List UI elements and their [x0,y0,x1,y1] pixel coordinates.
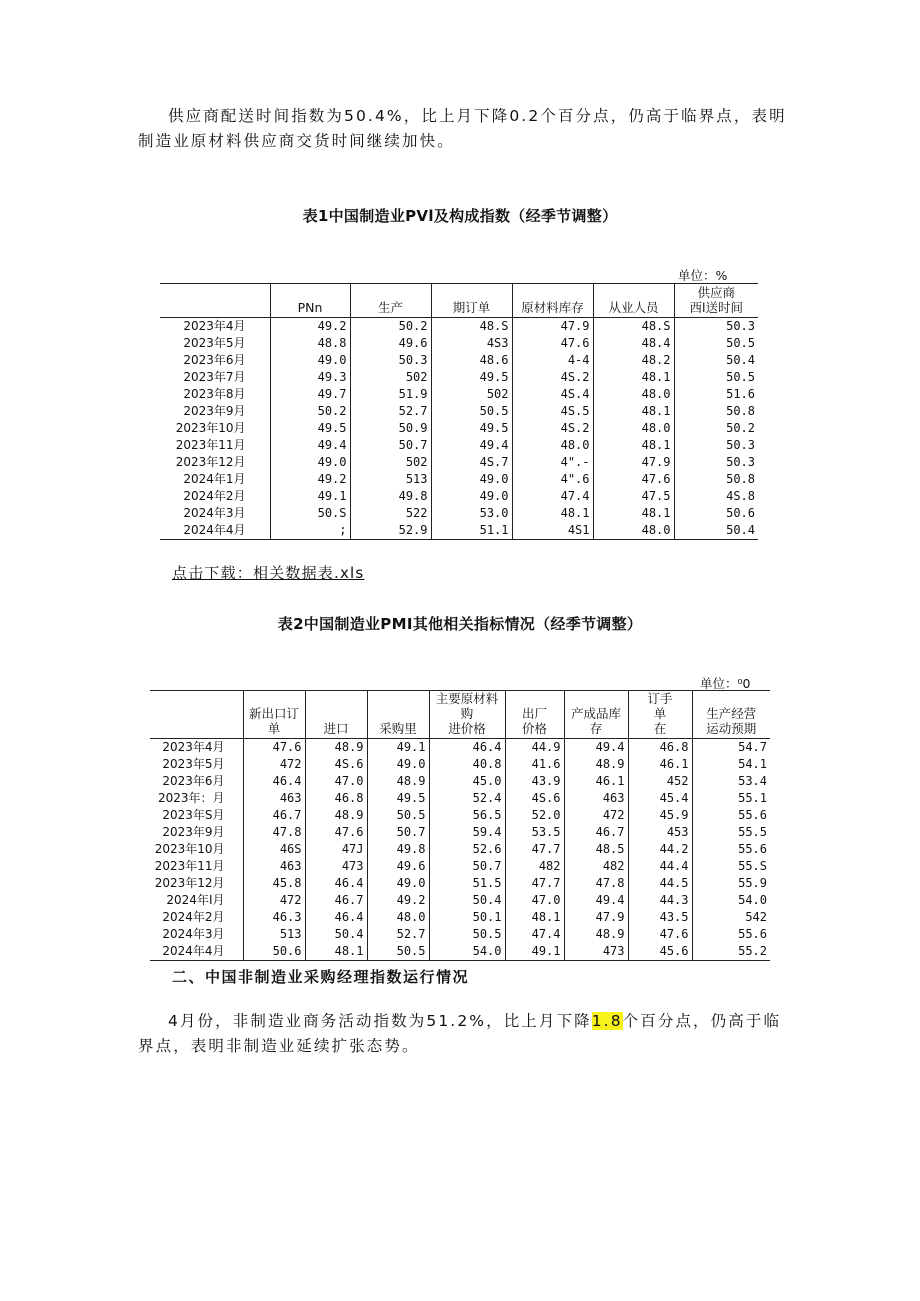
table-cell: 49.0 [431,488,512,505]
table-row [150,926,770,943]
table-cell: 51.9 [350,386,431,403]
table-cell: 47.0 [305,773,367,790]
table-row [150,807,770,824]
table-row [160,369,758,386]
table-cell: 52.6 [429,841,505,858]
table-cell: 49.0 [270,352,350,369]
table-cell: 4".- [512,454,593,471]
table2-col-header: 新出口订单 [243,691,305,739]
table1-col-header [160,284,270,318]
table-cell: 50.2 [350,318,431,336]
table-cell: 482 [564,858,628,875]
table-cell: 51.5 [429,875,505,892]
table-cell: 49.0 [367,756,429,773]
table-cell: 473 [564,943,628,961]
table-cell: 55.S [692,858,770,875]
row-label: 2024年2月 [183,489,246,503]
table-row [160,471,758,488]
table-row [150,824,770,841]
table-cell: 46.4 [243,773,305,790]
table-cell: 55.6 [692,841,770,858]
table-cell: 47.9 [564,909,628,926]
table-row [150,909,770,926]
table-cell: 48.0 [593,420,674,437]
table2-col-header: 采购里 [367,691,429,739]
table-cell: 48.9 [564,756,628,773]
table-cell: 44.5 [628,875,692,892]
table-cell: 46.7 [564,824,628,841]
table-cell: 502 [350,369,431,386]
table-cell: 50.6 [243,943,305,961]
table-cell: 59.4 [429,824,505,841]
table-cell: 45.0 [429,773,505,790]
row-label: 2023年11月 [154,859,225,873]
table-cell: 49.4 [564,892,628,909]
table-cell: 46.4 [305,909,367,926]
table-cell: 49.4 [270,437,350,454]
table1-col-header: PNn [270,284,350,318]
table-cell: 51.1 [431,522,512,540]
table-cell: 4S.6 [505,790,564,807]
table-cell: 50.1 [429,909,505,926]
table-cell: 40.8 [429,756,505,773]
table-cell: 50.4 [429,892,505,909]
table-cell: 55.6 [692,807,770,824]
table-cell: 48.2 [593,352,674,369]
table-cell: 43.5 [628,909,692,926]
table-row [160,352,758,369]
table-cell: 49.0 [367,875,429,892]
table-cell: 48.1 [593,403,674,420]
table-cell: 56.5 [429,807,505,824]
table-cell: 48.0 [593,386,674,403]
table-cell: 4S.4 [512,386,593,403]
row-label: 2023年12月 [175,455,246,469]
table-cell: 47.5 [593,488,674,505]
table-cell: 49.4 [564,739,628,757]
table-cell: 49.0 [270,454,350,471]
table-cell: 45.6 [628,943,692,961]
table-cell: 49.2 [270,471,350,488]
table-cell: 50.5 [674,369,758,386]
row-label: 2024年1月 [183,472,246,486]
table-cell: 49.0 [431,471,512,488]
highlighted-value: 1.8 [591,1012,623,1030]
download-data-link[interactable]: 点击下载：相关数据表.xls [172,564,365,582]
table-cell: 50.5 [367,943,429,961]
table-cell: 48.0 [512,437,593,454]
table-cell: 48.0 [593,522,674,540]
table-cell: 49.6 [350,335,431,352]
table-cell: 45.8 [243,875,305,892]
table1-pmi-components [160,283,758,540]
row-label: 2024年4月 [162,944,225,958]
table-cell: 52.9 [350,522,431,540]
table-cell: 51.6 [674,386,758,403]
table-cell: 49.1 [270,488,350,505]
table-row [150,875,770,892]
table-cell: 513 [350,471,431,488]
table-cell: 50.8 [674,403,758,420]
row-label: 2023年：月 [157,791,225,805]
table-cell: 47.4 [505,926,564,943]
table-cell: 4S.2 [512,369,593,386]
section-heading: 二、中国非制造业采购经理指数运行情况 [172,968,470,986]
table-cell: 50.3 [674,318,758,336]
table-row [160,335,758,352]
table1-col-header: 供应商 西l送时间 [674,284,758,318]
row-label: 2023年10月 [154,842,225,856]
table-cell: 50.4 [674,352,758,369]
table-cell: 50.S [270,505,350,522]
table-cell: 52.7 [367,926,429,943]
row-label: 2023年5月 [162,757,225,771]
table-row [150,858,770,875]
table-cell: 49.5 [431,420,512,437]
row-label: 2023年10月 [175,421,246,435]
table-cell: 502 [350,454,431,471]
table2-caption: 表2中国制造业PMI其他相关指标情况（经季节调整） [277,615,643,633]
table-cell: 44.2 [628,841,692,858]
table-row [160,454,758,471]
table-cell: 48.8 [270,335,350,352]
table-cell: 50.5 [367,807,429,824]
row-label: 2024年2月 [162,910,225,924]
table1-col-header: 期订单 [431,284,512,318]
table-cell: 49.5 [367,790,429,807]
table-cell: 502 [431,386,512,403]
table-cell: 49.4 [431,437,512,454]
table-cell: 482 [505,858,564,875]
table-cell: 48.9 [367,773,429,790]
table-cell: 54.1 [692,756,770,773]
table-cell: 49.2 [367,892,429,909]
table1-header-row [160,284,758,318]
table-cell: 50.7 [350,437,431,454]
table-cell: 4S.5 [512,403,593,420]
table2-other-indicators [150,690,770,961]
table-cell: 44.3 [628,892,692,909]
table1-col-header: 从业人员 [593,284,674,318]
table-row [150,739,770,757]
table-cell: 50.6 [674,505,758,522]
table-cell: 47.6 [243,739,305,757]
table-cell: 4S1 [512,522,593,540]
table-cell: 50.8 [674,471,758,488]
table-cell: 473 [305,858,367,875]
table-row [160,522,758,540]
table2-col-header: 生产经营 运动预期 [692,691,770,739]
table2-body [150,739,770,961]
table-cell: 50.3 [674,454,758,471]
table-row [150,841,770,858]
table-cell: 50.3 [350,352,431,369]
table-cell: 453 [628,824,692,841]
table-row [160,386,758,403]
table1-caption: 表1中国制造业PVl及构成指数（经季节调整） [302,207,618,225]
table2-col-header: 进口 [305,691,367,739]
table-cell: 48.1 [593,437,674,454]
table-cell: 4-4 [512,352,593,369]
table-cell: 49.1 [367,739,429,757]
table-cell: 49.5 [270,420,350,437]
table-cell: 49.1 [505,943,564,961]
row-label: 2023年8月 [183,387,246,401]
table-cell: 452 [628,773,692,790]
table-cell: 48.9 [305,807,367,824]
table-cell: 54.7 [692,739,770,757]
table-row [160,318,758,336]
table2-col-header: 出厂 价格 [505,691,564,739]
table-cell: 50.5 [431,403,512,420]
table-cell: 52.7 [350,403,431,420]
table-cell: 50.2 [674,420,758,437]
table-cell: 4".6 [512,471,593,488]
table-cell: 47.8 [243,824,305,841]
table-cell: ; [270,522,350,540]
table-cell: 48.S [431,318,512,336]
table2-header-row [150,691,770,739]
table-cell: 50.5 [429,926,505,943]
row-label: 2023年4月 [183,319,246,333]
table-cell: 50.7 [367,824,429,841]
table-cell: 4S.8 [674,488,758,505]
table-cell: 46.3 [243,909,305,926]
table-cell: 4S.7 [431,454,512,471]
table-cell: 50.9 [350,420,431,437]
table2-unit: 单位：⁰0 [700,676,751,691]
table-cell: 463 [243,790,305,807]
table-row [150,756,770,773]
row-label: 2024年3月 [162,927,225,941]
table-cell: 48.5 [564,841,628,858]
table-cell: 472 [564,807,628,824]
row-label: 2023年6月 [183,353,246,367]
table-cell: 45.4 [628,790,692,807]
table-cell: 47.9 [593,454,674,471]
table-cell: 48.1 [593,369,674,386]
table-cell: 46.8 [305,790,367,807]
table-cell: 46.1 [628,756,692,773]
table-row [160,420,758,437]
row-label: 2023年9月 [183,404,246,418]
table-cell: 513 [243,926,305,943]
row-label: 2023年S月 [162,808,225,822]
table2-col-header [150,691,243,739]
table-cell: 55.1 [692,790,770,807]
table-cell: 47.0 [505,892,564,909]
table-cell: 47.7 [505,841,564,858]
table-cell: 4S.2 [512,420,593,437]
table-cell: 48.S [593,318,674,336]
table2-col-header: 主要原材料购 进价格 [429,691,505,739]
table-cell: 48.1 [505,909,564,926]
table-cell: 53.0 [431,505,512,522]
table-cell: 542 [692,909,770,926]
table-cell: 46S [243,841,305,858]
table-cell: 49.3 [270,369,350,386]
table-cell: 44.9 [505,739,564,757]
row-label: 2023年12月 [154,876,225,890]
table-cell: 4S.6 [305,756,367,773]
table-row [150,773,770,790]
table-cell: 50.2 [270,403,350,420]
table-cell: 46.4 [429,739,505,757]
table-cell: 522 [350,505,431,522]
row-label: 2023年9月 [162,825,225,839]
table-cell: 48.6 [431,352,512,369]
table-cell: 47.8 [564,875,628,892]
table-cell: 48.0 [367,909,429,926]
table-cell: 50.4 [305,926,367,943]
row-label: 2023年5月 [183,336,246,350]
table1-body [160,318,758,540]
table-cell: 47.4 [512,488,593,505]
row-label: 2023年6月 [162,774,225,788]
table-row [160,505,758,522]
table-cell: 52.0 [505,807,564,824]
table-cell: 44.4 [628,858,692,875]
row-label: 2023年4月 [162,740,225,754]
table-row [150,790,770,807]
table-cell: 46.1 [564,773,628,790]
table-row [150,943,770,961]
table-cell: 52.4 [429,790,505,807]
table-cell: 49.5 [431,369,512,386]
table-cell: 49.2 [270,318,350,336]
table1-col-header: 原材料库存 [512,284,593,318]
table-cell: 54.0 [692,892,770,909]
table-cell: 50.7 [429,858,505,875]
table-cell: 48.9 [564,926,628,943]
table-cell: 50.3 [674,437,758,454]
table-cell: 463 [243,858,305,875]
table-cell: 48.9 [305,739,367,757]
row-label: 2024年4月 [183,523,246,537]
table-cell: 49.6 [367,858,429,875]
table2-col-header: 产成品库存 [564,691,628,739]
table-row [160,488,758,505]
table-cell: 53.4 [692,773,770,790]
paragraph-text: 供应商配送时间指数为50.4%，比上月下降0.2个百分点，仍高于临界点，表明制造业原材料供应商交货时间继续加快。 [138,107,787,150]
table-cell: 46.7 [243,807,305,824]
table1-col-header: 生产 [350,284,431,318]
table-cell: 46.8 [628,739,692,757]
table-cell: 472 [243,892,305,909]
table-cell: 49.8 [367,841,429,858]
table2-col-header: 订手 单 在 [628,691,692,739]
table-row [160,437,758,454]
row-label: 2023年11月 [175,438,246,452]
table-cell: 43.9 [505,773,564,790]
table-cell: 48.1 [512,505,593,522]
table-cell: 472 [243,756,305,773]
supplier-delivery-paragraph [138,104,788,154]
table-cell: 53.5 [505,824,564,841]
table-cell: 49.7 [270,386,350,403]
table1-unit: 单位：% [678,268,728,283]
table-cell: 48.4 [593,335,674,352]
row-label: 2024年I月 [166,893,225,907]
table-cell: 55.2 [692,943,770,961]
table-cell: 50.5 [674,335,758,352]
table-cell: 46.4 [305,875,367,892]
paragraph2-before: 4月份，非制造业商务活动指数为51.2%，比上月下降 [168,1012,592,1030]
paragraph2-after: 个百分点，仍高于临界点，表明非制造业延续扩张态势。 [138,1012,782,1055]
row-label: 2023年7月 [183,370,246,384]
table-cell: 47.9 [512,318,593,336]
table-cell: 47.6 [305,824,367,841]
table-cell: 55.6 [692,926,770,943]
table-cell: 47.6 [628,926,692,943]
table-cell: 47.6 [593,471,674,488]
table-cell: 50.4 [674,522,758,540]
table-cell: 55.9 [692,875,770,892]
table-cell: 55.5 [692,824,770,841]
table-cell: 48.1 [305,943,367,961]
table-cell: 48.1 [593,505,674,522]
table-row [150,892,770,909]
table-cell: 45.9 [628,807,692,824]
table-row [160,403,758,420]
table-cell: 463 [564,790,628,807]
table-cell: 47.6 [512,335,593,352]
row-label: 2024年3月 [183,506,246,520]
table-cell: 49.8 [350,488,431,505]
table-cell: 4S3 [431,335,512,352]
table-cell: 54.0 [429,943,505,961]
table-cell: 47J [305,841,367,858]
non-manufacturing-paragraph [138,1009,788,1059]
table-cell: 46.7 [305,892,367,909]
table-cell: 47.7 [505,875,564,892]
table-cell: 41.6 [505,756,564,773]
